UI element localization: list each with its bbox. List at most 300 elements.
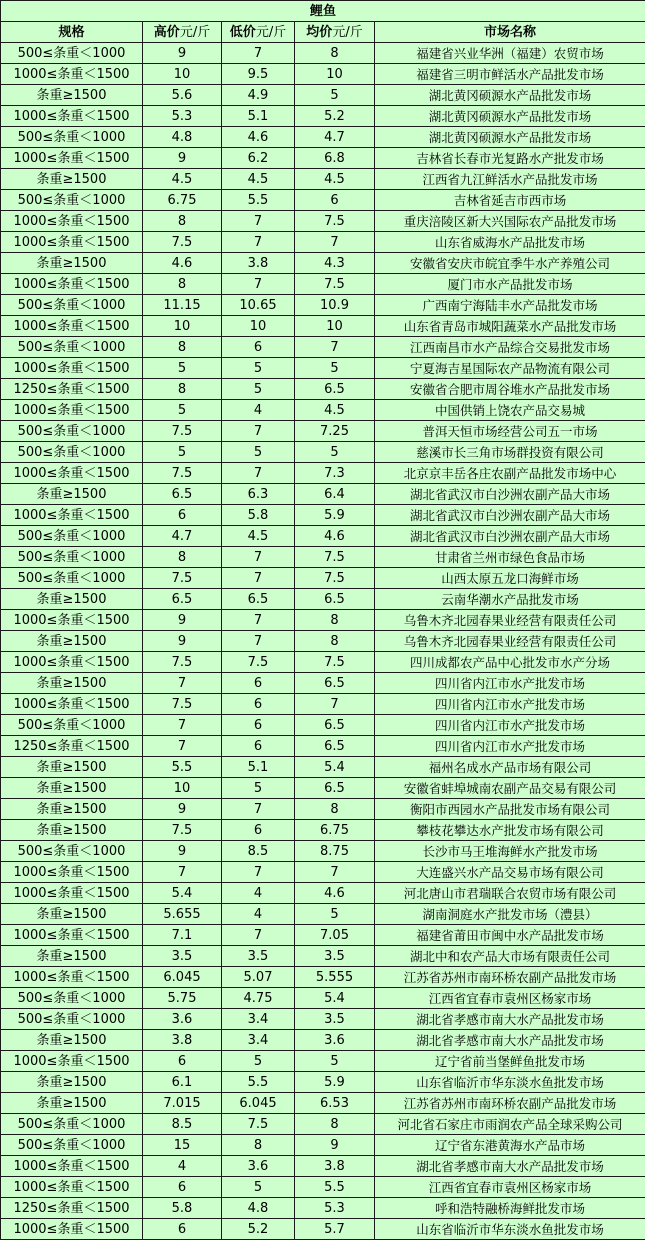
avg-price-cell: 5.4 xyxy=(295,757,375,778)
avg-price-cell: 7.5 xyxy=(295,547,375,568)
market-cell: 湖北黄冈硕源水产品批发市场 xyxy=(375,85,645,106)
high-price-cell: 4.5 xyxy=(143,169,222,190)
avg-price-cell: 6.5 xyxy=(295,715,375,736)
avg-price-cell: 6 xyxy=(295,190,375,211)
header-low-unit: 元/斤 xyxy=(255,24,287,40)
market-cell: 长沙市马王堆海鲜水产批发市场 xyxy=(375,841,645,862)
market-cell: 辽宁省东港黄海水产品市场 xyxy=(375,1135,645,1156)
low-price-cell: 6 xyxy=(222,820,295,841)
spec-cell: 1000≤条重＜1500 xyxy=(1,652,143,673)
low-price-cell: 5 xyxy=(222,442,295,463)
spec-cell: 1000≤条重＜1500 xyxy=(1,316,143,337)
spec-cell: 条重≥1500 xyxy=(1,799,143,820)
header-spec: 规格 xyxy=(1,22,143,43)
avg-price-cell: 7.3 xyxy=(295,463,375,484)
low-price-cell: 7 xyxy=(222,799,295,820)
table-row xyxy=(1,1051,645,1072)
spec-cell: 500≤条重＜1000 xyxy=(1,421,143,442)
table-row xyxy=(1,64,645,85)
market-cell: 甘肃省兰州市绿色食品市场 xyxy=(375,547,645,568)
table-row xyxy=(1,400,645,421)
spec-cell: 500≤条重＜1000 xyxy=(1,568,143,589)
avg-price-cell: 5.7 xyxy=(295,1219,375,1240)
high-price-cell: 7.5 xyxy=(143,232,222,253)
spec-cell: 1000≤条重＜1500 xyxy=(1,358,143,379)
table-row xyxy=(1,547,645,568)
low-price-cell: 7 xyxy=(222,463,295,484)
low-price-cell: 6.045 xyxy=(222,1093,295,1114)
avg-price-cell: 8 xyxy=(295,610,375,631)
avg-price-cell: 5.3 xyxy=(295,1198,375,1219)
low-price-cell: 4 xyxy=(222,400,295,421)
header-avg-label: 均价 xyxy=(306,24,333,40)
market-cell: 衡阳市西园水产品批发市场有限公司 xyxy=(375,799,645,820)
high-price-cell: 6.045 xyxy=(143,967,222,988)
low-price-cell: 4.5 xyxy=(222,526,295,547)
avg-price-cell: 6.5 xyxy=(295,736,375,757)
header-low-price xyxy=(222,22,295,43)
spec-cell: 条重≥1500 xyxy=(1,673,143,694)
spec-cell: 条重≥1500 xyxy=(1,757,143,778)
market-cell: 湖北省武汉市白沙洲农副产品大市场 xyxy=(375,505,645,526)
market-cell: 慈溪市长三角市场群投资有限公司 xyxy=(375,442,645,463)
low-price-cell: 7.5 xyxy=(222,1114,295,1135)
avg-price-cell: 8 xyxy=(295,799,375,820)
table-row xyxy=(1,736,645,757)
table-row xyxy=(1,988,645,1009)
high-price-cell: 9 xyxy=(143,799,222,820)
spec-cell: 1000≤条重＜1500 xyxy=(1,1051,143,1072)
low-price-cell: 5 xyxy=(222,778,295,799)
avg-price-cell: 6.5 xyxy=(295,379,375,400)
avg-price-cell: 3.6 xyxy=(295,1030,375,1051)
market-cell: 湖北黄冈硕源水产品批发市场 xyxy=(375,127,645,148)
table-row xyxy=(1,841,645,862)
avg-price-cell: 7.25 xyxy=(295,421,375,442)
low-price-cell: 5.8 xyxy=(222,505,295,526)
spec-cell: 1000≤条重＜1500 xyxy=(1,862,143,883)
high-price-cell: 5.8 xyxy=(143,1198,222,1219)
avg-price-cell: 8.75 xyxy=(295,841,375,862)
table-row xyxy=(1,967,645,988)
high-price-cell: 4.6 xyxy=(143,253,222,274)
table-row xyxy=(1,316,645,337)
low-price-cell: 5.1 xyxy=(222,106,295,127)
table-row xyxy=(1,820,645,841)
low-price-cell: 5.5 xyxy=(222,1072,295,1093)
spec-cell: 1000≤条重＜1500 xyxy=(1,1219,143,1240)
spec-cell: 条重≥1500 xyxy=(1,631,143,652)
high-price-cell: 3.6 xyxy=(143,1009,222,1030)
avg-price-cell: 5 xyxy=(295,904,375,925)
high-price-cell: 6.5 xyxy=(143,484,222,505)
market-cell: 江西省宜春市袁州区杨家市场 xyxy=(375,988,645,1009)
market-cell: 山东省临沂市华东淡水鱼批发市场 xyxy=(375,1072,645,1093)
avg-price-cell: 6.8 xyxy=(295,148,375,169)
low-price-cell: 5 xyxy=(222,1051,295,1072)
high-price-cell: 3.8 xyxy=(143,1030,222,1051)
high-price-cell: 10 xyxy=(143,778,222,799)
table-row xyxy=(1,190,645,211)
spec-cell: 1250≤条重＜1500 xyxy=(1,736,143,757)
table-row xyxy=(1,715,645,736)
high-price-cell: 7.5 xyxy=(143,421,222,442)
table-row xyxy=(1,148,645,169)
low-price-cell: 5.07 xyxy=(222,967,295,988)
table-row xyxy=(1,694,645,715)
spec-cell: 1250≤条重＜1500 xyxy=(1,379,143,400)
table-row xyxy=(1,946,645,967)
avg-price-cell: 7.5 xyxy=(295,568,375,589)
low-price-cell: 7 xyxy=(222,568,295,589)
low-price-cell: 7 xyxy=(222,421,295,442)
table-row xyxy=(1,1177,645,1198)
low-price-cell: 4.5 xyxy=(222,169,295,190)
high-price-cell: 3.5 xyxy=(143,946,222,967)
avg-price-cell: 5 xyxy=(295,85,375,106)
spec-cell: 1000≤条重＜1500 xyxy=(1,610,143,631)
avg-price-cell: 4.6 xyxy=(295,883,375,904)
avg-price-cell: 4.6 xyxy=(295,526,375,547)
low-price-cell: 8 xyxy=(222,1135,295,1156)
spec-cell: 500≤条重＜1000 xyxy=(1,190,143,211)
market-cell: 山东省威海水产品批发市场 xyxy=(375,232,645,253)
spec-cell: 500≤条重＜1000 xyxy=(1,1009,143,1030)
table-row xyxy=(1,631,645,652)
low-price-cell: 5.1 xyxy=(222,757,295,778)
table-row xyxy=(1,652,645,673)
market-cell: 吉林省长春市光复路水产批发市场 xyxy=(375,148,645,169)
high-price-cell: 9 xyxy=(143,841,222,862)
low-price-cell: 3.4 xyxy=(222,1009,295,1030)
table-row xyxy=(1,757,645,778)
market-cell: 河北唐山市君瑞联合农贸市场有限公司 xyxy=(375,883,645,904)
header-avg-price xyxy=(295,22,375,43)
spec-cell: 500≤条重＜1000 xyxy=(1,1135,143,1156)
market-cell: 重庆涪陵区新大兴国际农产品批发市场 xyxy=(375,211,645,232)
low-price-cell: 8.5 xyxy=(222,841,295,862)
high-price-cell: 15 xyxy=(143,1135,222,1156)
market-cell: 安徽省蚌埠城南农副产品交易有限公司 xyxy=(375,778,645,799)
market-cell: 攀枝花攀达水产批发市场有限公司 xyxy=(375,820,645,841)
market-cell: 山东省临沂市华东淡水鱼批发市场 xyxy=(375,1219,645,1240)
avg-price-cell: 6.5 xyxy=(295,673,375,694)
market-cell: 山西太原五龙口海鲜市场 xyxy=(375,568,645,589)
market-cell: 江苏省苏州市南环桥农副产品批发市场 xyxy=(375,1093,645,1114)
market-cell: 江苏省苏州市南环桥农副产品批发市场 xyxy=(375,967,645,988)
spec-cell: 条重≥1500 xyxy=(1,253,143,274)
high-price-cell: 10 xyxy=(143,64,222,85)
high-price-cell: 9 xyxy=(143,610,222,631)
spec-cell: 500≤条重＜1000 xyxy=(1,295,143,316)
table-row xyxy=(1,463,645,484)
low-price-cell: 6 xyxy=(222,694,295,715)
spec-cell: 条重≥1500 xyxy=(1,904,143,925)
low-price-cell: 6.5 xyxy=(222,589,295,610)
avg-price-cell: 5.9 xyxy=(295,1072,375,1093)
avg-price-cell: 8 xyxy=(295,631,375,652)
market-cell: 北京京丰岳各庄农副产品批发市场中心 xyxy=(375,463,645,484)
high-price-cell: 4.7 xyxy=(143,526,222,547)
spec-cell: 1000≤条重＜1500 xyxy=(1,1177,143,1198)
table-row xyxy=(1,85,645,106)
table-row xyxy=(1,862,645,883)
low-price-cell: 6 xyxy=(222,673,295,694)
market-cell: 湖北省武汉市白沙洲农副产品大市场 xyxy=(375,526,645,547)
avg-price-cell: 5 xyxy=(295,358,375,379)
table-row xyxy=(1,358,645,379)
avg-price-cell: 10 xyxy=(295,64,375,85)
low-price-cell: 5 xyxy=(222,1177,295,1198)
spec-cell: 500≤条重＜1000 xyxy=(1,526,143,547)
spec-cell: 500≤条重＜1000 xyxy=(1,442,143,463)
market-cell: 湖北中和农产品大市场有限责任公司 xyxy=(375,946,645,967)
high-price-cell: 6.1 xyxy=(143,1072,222,1093)
table-row xyxy=(1,1198,645,1219)
avg-price-cell: 6.5 xyxy=(295,778,375,799)
low-price-cell: 6.2 xyxy=(222,148,295,169)
low-price-cell: 5 xyxy=(222,358,295,379)
high-price-cell: 6.5 xyxy=(143,589,222,610)
table-row xyxy=(1,211,645,232)
table-row xyxy=(1,484,645,505)
high-price-cell: 5 xyxy=(143,358,222,379)
table-row xyxy=(1,904,645,925)
table-row xyxy=(1,526,645,547)
spec-cell: 1000≤条重＜1500 xyxy=(1,1156,143,1177)
high-price-cell: 7.015 xyxy=(143,1093,222,1114)
low-price-cell: 7 xyxy=(222,232,295,253)
market-cell: 河北省石家庄市雨润农产品全球采购公司 xyxy=(375,1114,645,1135)
high-price-cell: 9 xyxy=(143,148,222,169)
avg-price-cell: 6.4 xyxy=(295,484,375,505)
table-row xyxy=(1,127,645,148)
market-cell: 湖北省孝感市南大水产品批发市场 xyxy=(375,1156,645,1177)
low-price-cell: 4.6 xyxy=(222,127,295,148)
spec-cell: 1000≤条重＜1500 xyxy=(1,883,143,904)
high-price-cell: 8 xyxy=(143,337,222,358)
table-row xyxy=(1,379,645,400)
market-cell: 山东省青岛市城阳蔬菜水产品批发市场 xyxy=(375,316,645,337)
avg-price-cell: 7 xyxy=(295,337,375,358)
table-row xyxy=(1,253,645,274)
header-market: 市场名称 xyxy=(375,22,645,43)
avg-price-cell: 7 xyxy=(295,862,375,883)
spec-cell: 条重≥1500 xyxy=(1,1093,143,1114)
low-price-cell: 4 xyxy=(222,904,295,925)
low-price-cell: 6 xyxy=(222,715,295,736)
high-price-cell: 4.8 xyxy=(143,127,222,148)
spec-cell: 1000≤条重＜1500 xyxy=(1,400,143,421)
avg-price-cell: 5.555 xyxy=(295,967,375,988)
table-row xyxy=(1,778,645,799)
spec-cell: 条重≥1500 xyxy=(1,778,143,799)
market-cell: 江西省九江鲜活水产品批发市场 xyxy=(375,169,645,190)
avg-price-cell: 7.05 xyxy=(295,925,375,946)
high-price-cell: 7.5 xyxy=(143,568,222,589)
market-cell: 福州名成水产品市场有限公司 xyxy=(375,757,645,778)
table-row xyxy=(1,610,645,631)
spec-cell: 500≤条重＜1000 xyxy=(1,337,143,358)
market-cell: 呼和浩特融桥海鲜批发市场 xyxy=(375,1198,645,1219)
spec-cell: 1000≤条重＜1500 xyxy=(1,505,143,526)
table-row xyxy=(1,1219,645,1240)
table-row xyxy=(1,505,645,526)
table-row xyxy=(1,925,645,946)
high-price-cell: 9 xyxy=(143,43,222,64)
high-price-cell: 5 xyxy=(143,400,222,421)
spec-cell: 1000≤条重＜1500 xyxy=(1,148,143,169)
market-cell: 四川省内江市水产批发市场 xyxy=(375,736,645,757)
market-cell: 安徽省合肥市周谷堆水产品批发市场 xyxy=(375,379,645,400)
avg-price-cell: 5 xyxy=(295,1051,375,1072)
high-price-cell: 7 xyxy=(143,715,222,736)
avg-price-cell: 5 xyxy=(295,442,375,463)
high-price-cell: 6 xyxy=(143,1219,222,1240)
spec-cell: 1250≤条重＜1500 xyxy=(1,1198,143,1219)
market-cell: 安徽省安庆市皖宜季牛水产养殖公司 xyxy=(375,253,645,274)
low-price-cell: 10 xyxy=(222,316,295,337)
high-price-cell: 5.4 xyxy=(143,883,222,904)
high-price-cell: 8 xyxy=(143,274,222,295)
market-cell: 四川省内江市水产批发市场 xyxy=(375,673,645,694)
low-price-cell: 4.9 xyxy=(222,85,295,106)
table-row xyxy=(1,883,645,904)
spec-cell: 1000≤条重＜1500 xyxy=(1,925,143,946)
spec-cell: 500≤条重＜1000 xyxy=(1,43,143,64)
high-price-cell: 4 xyxy=(143,1156,222,1177)
high-price-cell: 10 xyxy=(143,316,222,337)
spec-cell: 条重≥1500 xyxy=(1,1072,143,1093)
high-price-cell: 9 xyxy=(143,631,222,652)
avg-price-cell: 5.2 xyxy=(295,106,375,127)
market-cell: 厦门市水产品批发市场 xyxy=(375,274,645,295)
market-cell: 湖北省孝感市南大水产品批发市场 xyxy=(375,1009,645,1030)
avg-price-cell: 6.75 xyxy=(295,820,375,841)
low-price-cell: 10.65 xyxy=(222,295,295,316)
market-cell: 辽宁省前当堡鲜鱼批发市场 xyxy=(375,1051,645,1072)
market-cell: 云南华潮水产品批发市场 xyxy=(375,589,645,610)
low-price-cell: 7 xyxy=(222,610,295,631)
header-row xyxy=(1,22,645,43)
high-price-cell: 5.655 xyxy=(143,904,222,925)
title-row xyxy=(1,1,645,22)
market-cell: 大连盛兴水产品交易市场有限公司 xyxy=(375,862,645,883)
market-cell: 乌鲁木齐北园春果业经营有限责任公司 xyxy=(375,610,645,631)
low-price-cell: 4.8 xyxy=(222,1198,295,1219)
avg-price-cell: 10 xyxy=(295,316,375,337)
avg-price-cell: 8 xyxy=(295,43,375,64)
table-row xyxy=(1,337,645,358)
header-avg-unit: 元/斤 xyxy=(332,24,363,40)
spec-cell: 1000≤条重＜1500 xyxy=(1,694,143,715)
table-row xyxy=(1,232,645,253)
high-price-cell: 7 xyxy=(143,736,222,757)
spec-cell: 1000≤条重＜1500 xyxy=(1,106,143,127)
low-price-cell: 3.8 xyxy=(222,253,295,274)
table-row xyxy=(1,1009,645,1030)
market-cell: 普洱天恒市场经营公司五一市场 xyxy=(375,421,645,442)
table-row xyxy=(1,1093,645,1114)
market-cell: 湖北黄冈硕源水产品批发市场 xyxy=(375,106,645,127)
spec-cell: 条重≥1500 xyxy=(1,589,143,610)
high-price-cell: 8 xyxy=(143,211,222,232)
avg-price-cell: 5.4 xyxy=(295,988,375,1009)
avg-price-cell: 7 xyxy=(295,694,375,715)
spec-cell: 1000≤条重＜1500 xyxy=(1,211,143,232)
market-cell: 江西省宜春市袁州区杨家市场 xyxy=(375,1177,645,1198)
avg-price-cell: 6.53 xyxy=(295,1093,375,1114)
high-price-cell: 5.6 xyxy=(143,85,222,106)
avg-price-cell: 10.9 xyxy=(295,295,375,316)
table-row xyxy=(1,673,645,694)
spec-cell: 500≤条重＜1000 xyxy=(1,1114,143,1135)
low-price-cell: 7 xyxy=(222,274,295,295)
table-row xyxy=(1,1072,645,1093)
market-cell: 湖北省武汉市白沙洲农副产品大市场 xyxy=(375,484,645,505)
spec-cell: 条重≥1500 xyxy=(1,820,143,841)
spec-cell: 500≤条重＜1000 xyxy=(1,715,143,736)
table-row xyxy=(1,799,645,820)
low-price-cell: 7 xyxy=(222,925,295,946)
low-price-cell: 5.5 xyxy=(222,190,295,211)
spec-cell: 1000≤条重＜1500 xyxy=(1,274,143,295)
low-price-cell: 3.5 xyxy=(222,946,295,967)
high-price-cell: 7.5 xyxy=(143,820,222,841)
low-price-cell: 5.2 xyxy=(222,1219,295,1240)
avg-price-cell: 3.5 xyxy=(295,946,375,967)
table-row xyxy=(1,421,645,442)
high-price-cell: 7 xyxy=(143,862,222,883)
market-cell: 四川省内江市水产批发市场 xyxy=(375,694,645,715)
market-cell: 福建省三明市鲜活水产品批发市场 xyxy=(375,64,645,85)
low-price-cell: 4 xyxy=(222,883,295,904)
high-price-cell: 6 xyxy=(143,1051,222,1072)
market-cell: 广西南宁海陆丰水产品批发市场 xyxy=(375,295,645,316)
table-row xyxy=(1,1135,645,1156)
spec-cell: 条重≥1500 xyxy=(1,1030,143,1051)
high-price-cell: 8 xyxy=(143,379,222,400)
low-price-cell: 7 xyxy=(222,862,295,883)
high-price-cell: 7.5 xyxy=(143,463,222,484)
high-price-cell: 5.5 xyxy=(143,757,222,778)
table-row xyxy=(1,169,645,190)
low-price-cell: 4.75 xyxy=(222,988,295,1009)
table-row xyxy=(1,295,645,316)
low-price-cell: 7 xyxy=(222,631,295,652)
low-price-cell: 9.5 xyxy=(222,64,295,85)
avg-price-cell: 4.5 xyxy=(295,400,375,421)
market-cell: 吉林省延吉市西市场 xyxy=(375,190,645,211)
high-price-cell: 8.5 xyxy=(143,1114,222,1135)
table-row xyxy=(1,568,645,589)
market-cell: 宁夏海吉星国际农产品物流有限公司 xyxy=(375,358,645,379)
high-price-cell: 5.3 xyxy=(143,106,222,127)
market-cell: 湖南洞庭水产批发市场（澧县） xyxy=(375,904,645,925)
market-cell: 四川省内江市水产批发市场 xyxy=(375,715,645,736)
low-price-cell: 6 xyxy=(222,736,295,757)
avg-price-cell: 6.5 xyxy=(295,589,375,610)
avg-price-cell: 5.9 xyxy=(295,505,375,526)
spec-cell: 500≤条重＜1000 xyxy=(1,547,143,568)
market-cell: 四川成都农产品中心批发市水产分场 xyxy=(375,652,645,673)
high-price-cell: 7.5 xyxy=(143,694,222,715)
spec-cell: 条重≥1500 xyxy=(1,85,143,106)
low-price-cell: 7.5 xyxy=(222,652,295,673)
table-row xyxy=(1,274,645,295)
high-price-cell: 7.5 xyxy=(143,652,222,673)
spec-cell: 1000≤条重＜1500 xyxy=(1,64,143,85)
